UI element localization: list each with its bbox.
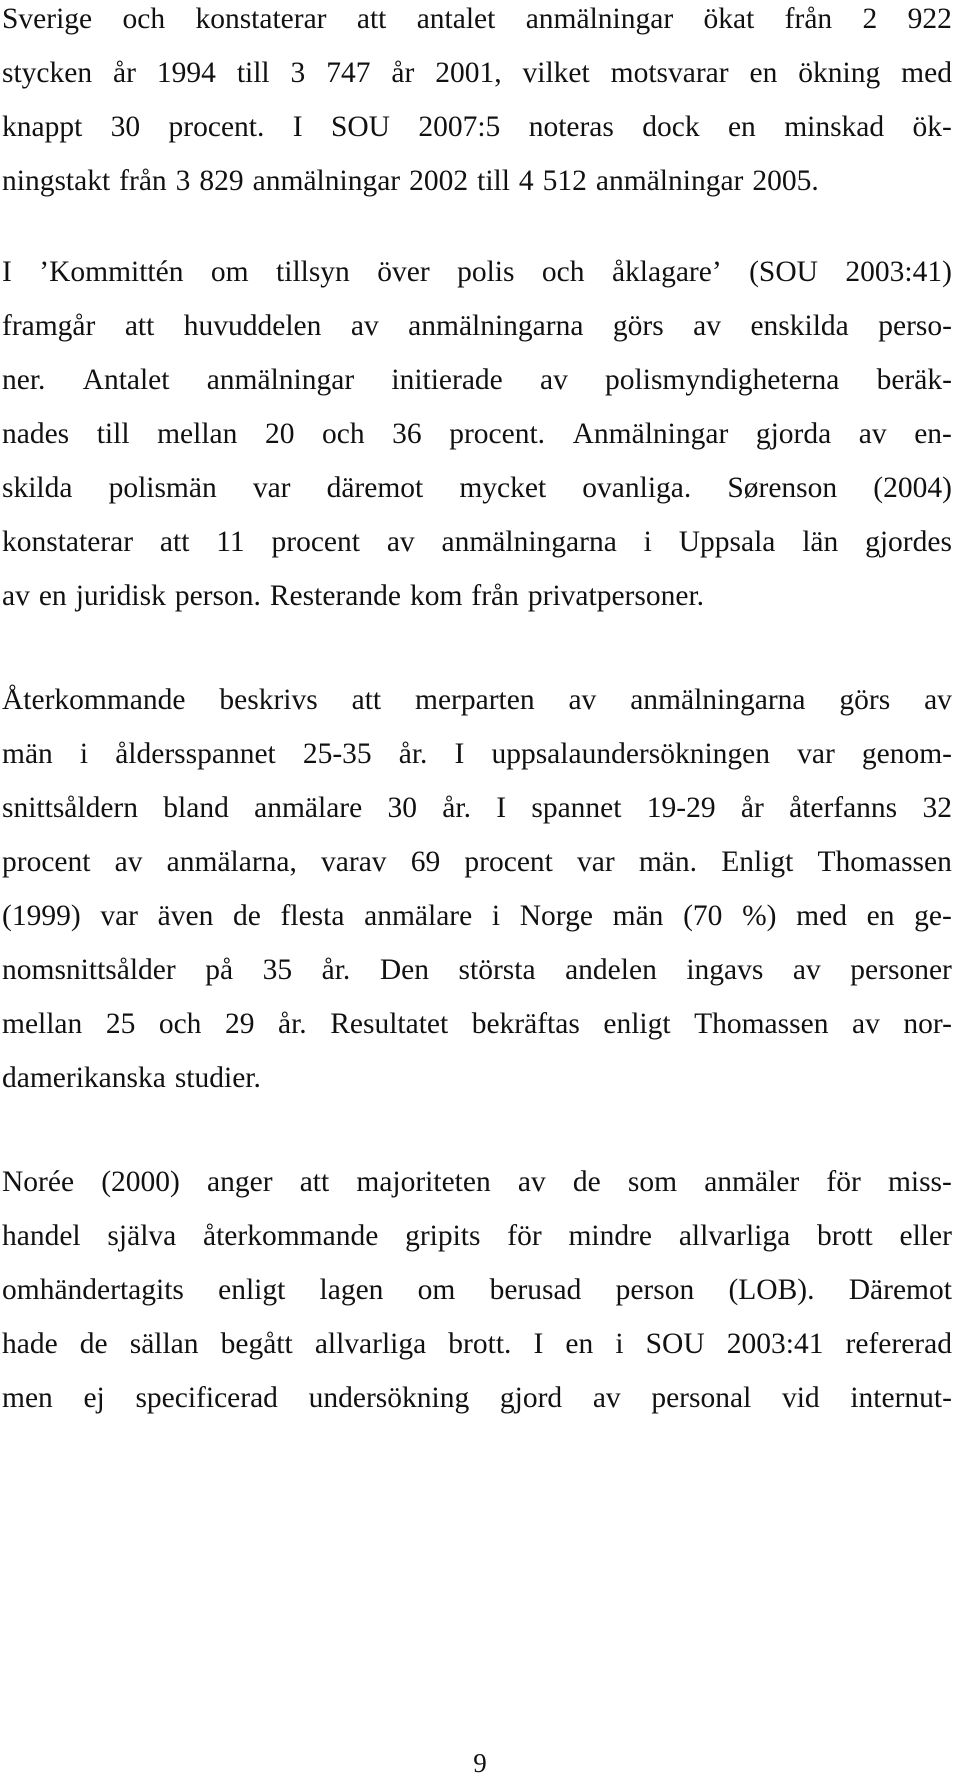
text-line bbox=[2, 734, 952, 774]
text-line bbox=[2, 1378, 952, 1418]
text-line bbox=[2, 1004, 952, 1044]
word: och bbox=[322, 418, 365, 450]
word: med bbox=[796, 900, 847, 932]
word: person. bbox=[174, 580, 261, 612]
word: 25 bbox=[105, 1008, 136, 1040]
text-line bbox=[2, 1324, 952, 1364]
word: damerikanska bbox=[2, 1062, 166, 1094]
word: spannet bbox=[531, 792, 622, 824]
word: anmälare bbox=[364, 900, 473, 932]
word: vid bbox=[781, 1382, 820, 1414]
word: enligt bbox=[603, 1008, 671, 1040]
word: de bbox=[572, 1166, 601, 1198]
word: av bbox=[539, 364, 568, 396]
word: merparten bbox=[415, 684, 535, 716]
word: (2000) bbox=[101, 1166, 180, 1198]
word: från bbox=[119, 165, 167, 197]
word: berusad bbox=[489, 1274, 582, 1306]
word: allvarliga bbox=[678, 1220, 791, 1252]
word: internut- bbox=[850, 1382, 952, 1414]
word: återkommande bbox=[203, 1220, 379, 1252]
word: om bbox=[210, 256, 249, 288]
word: anmälningar bbox=[595, 165, 744, 197]
word: av bbox=[568, 684, 597, 716]
word: ’Kommittén bbox=[39, 256, 184, 288]
word: studier. bbox=[174, 1062, 261, 1094]
word: 19-29 bbox=[646, 792, 716, 824]
word: ge- bbox=[914, 900, 952, 932]
word: beräk- bbox=[876, 364, 952, 396]
word: noteras bbox=[528, 111, 614, 143]
word: snittsåldern bbox=[2, 792, 139, 824]
word: anmälningarna bbox=[441, 526, 617, 558]
word: begått bbox=[220, 1328, 293, 1360]
word: andelen bbox=[565, 954, 657, 986]
word: gjord bbox=[499, 1382, 563, 1414]
word: nades bbox=[2, 418, 70, 450]
word: 2 bbox=[862, 3, 878, 35]
word: Thomassen bbox=[694, 1008, 829, 1040]
word: ök- bbox=[912, 111, 952, 143]
word: Anmälningar bbox=[572, 418, 729, 450]
word: initierade bbox=[391, 364, 503, 396]
word: av bbox=[114, 846, 143, 878]
word: Antalet bbox=[82, 364, 170, 396]
word: var bbox=[797, 738, 835, 770]
word: anmäler bbox=[704, 1166, 800, 1198]
word: anmälningarna bbox=[630, 684, 806, 716]
word: av bbox=[386, 526, 415, 558]
word: i bbox=[615, 1328, 624, 1360]
word: 829 bbox=[199, 165, 244, 197]
word: en bbox=[727, 111, 756, 143]
text-line bbox=[2, 107, 952, 147]
word: procent bbox=[464, 846, 553, 878]
word: konstaterar bbox=[195, 3, 327, 35]
word: från bbox=[784, 3, 833, 35]
word: Återkommande bbox=[2, 684, 186, 716]
text-line bbox=[2, 468, 952, 508]
word: brott bbox=[816, 1220, 873, 1252]
word: en bbox=[866, 900, 895, 932]
word: specificerad bbox=[135, 1382, 278, 1414]
word: år. bbox=[398, 738, 428, 770]
word: anger bbox=[207, 1166, 273, 1198]
word: i bbox=[643, 526, 652, 558]
word: beskrivs bbox=[219, 684, 318, 716]
word: SOU bbox=[645, 1328, 705, 1360]
word: bland bbox=[163, 792, 229, 824]
word: år. bbox=[278, 1008, 307, 1040]
word: 747 bbox=[326, 57, 371, 89]
word: återfanns bbox=[789, 792, 898, 824]
word: 2001, bbox=[435, 57, 502, 89]
word: skilda bbox=[2, 472, 73, 504]
word: genom- bbox=[861, 738, 952, 770]
word: 4 bbox=[518, 165, 534, 197]
word: sällan bbox=[129, 1328, 199, 1360]
word: och bbox=[541, 256, 585, 288]
word: i bbox=[79, 738, 89, 770]
word: %) bbox=[742, 900, 777, 932]
word: 2003:41) bbox=[845, 256, 952, 288]
word: över bbox=[377, 256, 430, 288]
word: åldersspannet bbox=[115, 738, 276, 770]
word: ner. bbox=[2, 364, 46, 396]
text-line bbox=[2, 414, 952, 454]
word: allvarliga bbox=[314, 1328, 427, 1360]
word: Uppsala bbox=[678, 526, 776, 558]
text-line bbox=[2, 360, 952, 400]
word: varav bbox=[321, 846, 387, 878]
word: huvuddelen bbox=[183, 310, 322, 342]
word: däremot bbox=[326, 472, 424, 504]
word: 25-35 bbox=[302, 738, 372, 770]
word: 11 bbox=[216, 526, 245, 558]
text-line bbox=[2, 522, 952, 562]
word: år bbox=[740, 792, 764, 824]
word: omhändertagits bbox=[2, 1274, 184, 1306]
word: av bbox=[693, 310, 722, 342]
word: för bbox=[507, 1220, 542, 1252]
word: 30 bbox=[110, 111, 141, 143]
word: från bbox=[471, 580, 519, 612]
word: var bbox=[252, 472, 291, 504]
word: vilket bbox=[522, 57, 590, 89]
word: Norée bbox=[2, 1166, 75, 1198]
word: 922 bbox=[907, 3, 952, 35]
word: Thomassen bbox=[817, 846, 952, 878]
word: till bbox=[96, 418, 130, 450]
word: anmälarna, bbox=[166, 846, 297, 878]
word: ökat bbox=[703, 3, 755, 35]
word: ningstakt bbox=[2, 165, 111, 197]
word: ökning bbox=[798, 57, 881, 89]
word: anmälningarna bbox=[408, 310, 584, 342]
word: anmälare bbox=[254, 792, 363, 824]
word: SOU bbox=[330, 111, 390, 143]
word: hade bbox=[2, 1328, 58, 1360]
word: år. bbox=[442, 792, 471, 824]
word: mycket bbox=[459, 472, 547, 504]
word: undersökning bbox=[308, 1382, 470, 1414]
word: Enligt bbox=[721, 846, 794, 878]
word: 2002 bbox=[409, 165, 469, 197]
word: de bbox=[233, 900, 261, 932]
word: görs bbox=[839, 684, 891, 716]
word: för bbox=[826, 1166, 861, 1198]
text-line bbox=[2, 252, 952, 292]
word: (LOB). bbox=[728, 1274, 815, 1306]
word: år bbox=[391, 57, 415, 89]
word: I bbox=[533, 1328, 544, 1360]
word: I bbox=[2, 256, 12, 288]
word: 29 bbox=[224, 1008, 255, 1040]
word: brott. bbox=[448, 1328, 512, 1360]
word: män bbox=[2, 738, 53, 770]
word: med bbox=[901, 57, 952, 89]
word: 35 bbox=[262, 954, 293, 986]
word: Den bbox=[379, 954, 429, 986]
word: 69 bbox=[410, 846, 441, 878]
word: län bbox=[802, 526, 839, 558]
word: juridisk bbox=[75, 580, 166, 612]
word: I bbox=[292, 111, 303, 143]
word: ingavs bbox=[686, 954, 764, 986]
word: dock bbox=[642, 111, 700, 143]
word: personal bbox=[651, 1382, 752, 1414]
word: 512 bbox=[542, 165, 587, 197]
word: I bbox=[496, 792, 507, 824]
text-line bbox=[2, 1162, 952, 1202]
word: även bbox=[157, 900, 214, 932]
word: mellan bbox=[157, 418, 238, 450]
word: 2005. bbox=[752, 165, 819, 197]
text-line bbox=[2, 0, 952, 39]
word: stycken bbox=[2, 57, 93, 89]
word: till bbox=[477, 165, 510, 197]
word: (2004) bbox=[873, 472, 952, 504]
word: de bbox=[79, 1328, 108, 1360]
word: en- bbox=[914, 418, 952, 450]
word: Resterande bbox=[269, 580, 401, 612]
word: av bbox=[858, 418, 887, 450]
word: 36 bbox=[392, 418, 422, 450]
text-line bbox=[2, 842, 952, 882]
word: lagen bbox=[319, 1274, 384, 1306]
word: av bbox=[924, 684, 952, 716]
word: Norge bbox=[519, 900, 593, 932]
word: år. bbox=[321, 954, 351, 986]
word: personer bbox=[850, 954, 952, 986]
word: på bbox=[205, 954, 234, 986]
word: gjorda bbox=[755, 418, 832, 450]
word: procent bbox=[2, 846, 91, 878]
word: av bbox=[350, 310, 379, 342]
word: Resultatet bbox=[330, 1008, 449, 1040]
word: och bbox=[122, 3, 166, 35]
word: 2007:5 bbox=[418, 111, 501, 143]
word: konstaterar bbox=[2, 526, 134, 558]
word: miss- bbox=[887, 1166, 952, 1198]
word: eller bbox=[899, 1220, 952, 1252]
word: minskad bbox=[784, 111, 885, 143]
word: att bbox=[299, 1166, 330, 1198]
word: av bbox=[592, 1382, 621, 1414]
word: men bbox=[2, 1382, 53, 1414]
word: största bbox=[458, 954, 536, 986]
word: refererad bbox=[845, 1328, 952, 1360]
word: motsvarar bbox=[610, 57, 729, 89]
word: handel bbox=[2, 1220, 81, 1252]
word: Däremot bbox=[848, 1274, 952, 1306]
word: 32 bbox=[922, 792, 952, 824]
word: I bbox=[454, 738, 465, 770]
word: anmälningar bbox=[525, 3, 674, 35]
word: en bbox=[38, 580, 67, 612]
word: att bbox=[351, 684, 382, 716]
word: av bbox=[517, 1166, 546, 1198]
word: gripits bbox=[405, 1220, 481, 1252]
word: av bbox=[792, 954, 821, 986]
word: antalet bbox=[416, 3, 496, 35]
word: till bbox=[236, 57, 270, 89]
word: män bbox=[612, 900, 664, 932]
word: Sverige bbox=[2, 3, 93, 35]
word: procent. bbox=[449, 418, 546, 450]
word: knappt bbox=[2, 111, 83, 143]
word: Sørenson bbox=[727, 472, 838, 504]
word: nor- bbox=[903, 1008, 952, 1040]
word: mindre bbox=[568, 1220, 653, 1252]
word: ej bbox=[83, 1382, 105, 1414]
word: enligt bbox=[218, 1274, 286, 1306]
word: anmälningar bbox=[206, 364, 355, 396]
word: person bbox=[615, 1274, 695, 1306]
text-line bbox=[2, 896, 952, 936]
word: en bbox=[749, 57, 778, 89]
word: uppsalaundersökningen bbox=[491, 738, 771, 770]
word: 2003:41 bbox=[726, 1328, 824, 1360]
word: i bbox=[491, 900, 501, 932]
word: var bbox=[100, 900, 138, 932]
word: (1999) bbox=[2, 900, 81, 932]
word: själva bbox=[107, 1220, 177, 1252]
word: att bbox=[356, 3, 387, 35]
word: flesta bbox=[280, 900, 345, 932]
word: 3 bbox=[290, 57, 306, 89]
text-line bbox=[2, 1216, 952, 1256]
text-line bbox=[2, 161, 952, 201]
word: att bbox=[124, 310, 155, 342]
word: och bbox=[158, 1008, 202, 1040]
text-line bbox=[2, 576, 952, 616]
page-number: 9 bbox=[473, 1748, 487, 1778]
word: nomsnittsålder bbox=[2, 954, 176, 986]
word: 30 bbox=[387, 792, 417, 824]
word: som bbox=[627, 1166, 678, 1198]
word: anmälningar bbox=[252, 165, 401, 197]
word: mellan bbox=[2, 1008, 83, 1040]
text-line bbox=[2, 788, 952, 828]
word: gjordes bbox=[865, 526, 952, 558]
word: ovanliga. bbox=[582, 472, 692, 504]
word: av bbox=[2, 580, 30, 612]
word: kom bbox=[409, 580, 463, 612]
word: polismyndigheterna bbox=[605, 364, 840, 396]
word: att bbox=[159, 526, 190, 558]
word: om bbox=[417, 1274, 456, 1306]
word: tillsyn bbox=[276, 256, 350, 288]
text-line bbox=[2, 950, 952, 990]
word: bekräftas bbox=[471, 1008, 580, 1040]
word: 20 bbox=[264, 418, 295, 450]
word: enskilda bbox=[750, 310, 849, 342]
word: procent bbox=[271, 526, 360, 558]
word: av bbox=[851, 1008, 880, 1040]
word: var bbox=[577, 846, 615, 878]
word: polis bbox=[457, 256, 515, 288]
text-line bbox=[2, 306, 952, 346]
word: polismän bbox=[108, 472, 217, 504]
word: åklagare’ bbox=[611, 256, 722, 288]
word: 1994 bbox=[156, 57, 216, 89]
word: en bbox=[565, 1328, 594, 1360]
word: perso- bbox=[878, 310, 952, 342]
word: (SOU bbox=[749, 256, 818, 288]
word: män. bbox=[638, 846, 698, 878]
text-line bbox=[2, 680, 952, 720]
word: 3 bbox=[175, 165, 191, 197]
word: majoriteten bbox=[356, 1166, 491, 1198]
word: framgår bbox=[2, 310, 96, 342]
text-line bbox=[2, 53, 952, 93]
word: (70 bbox=[683, 900, 723, 932]
text-line bbox=[2, 1058, 952, 1098]
word: privatpersoner. bbox=[527, 580, 705, 612]
word: görs bbox=[612, 310, 664, 342]
word: år bbox=[113, 57, 136, 89]
text-line bbox=[2, 1270, 952, 1310]
word: procent. bbox=[168, 111, 265, 143]
